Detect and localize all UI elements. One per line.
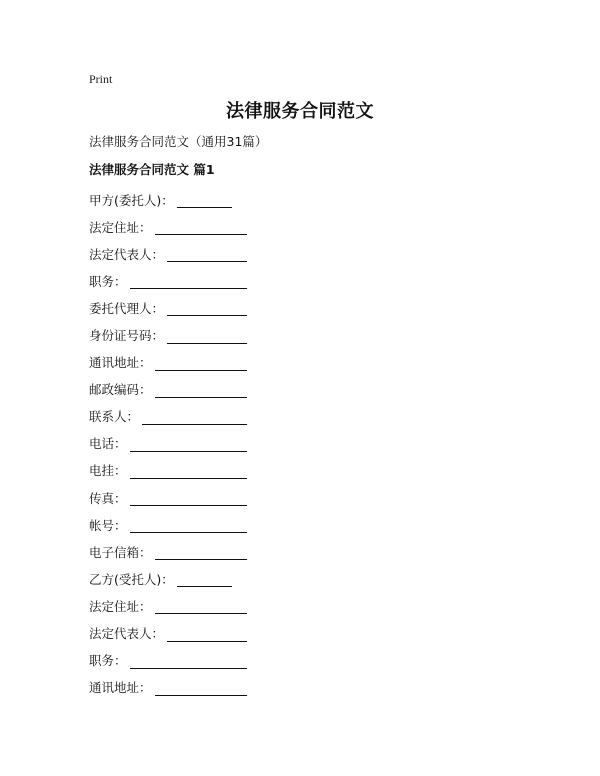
- field-label: 电子信箱：: [89, 544, 152, 560]
- form-field-row: [89, 349, 509, 376]
- form-field-row: [89, 213, 509, 240]
- blank-fill-line[interactable]: [130, 276, 247, 289]
- print-link[interactable]: Print: [89, 72, 113, 86]
- form-field-row: [89, 538, 509, 565]
- field-label: 联系人：: [89, 409, 140, 425]
- form-field-row: [89, 674, 509, 701]
- document-title: 法律服务合同范文: [226, 101, 374, 122]
- form-field-row: [89, 186, 509, 213]
- form-field-row: [89, 484, 509, 511]
- field-label: 乙方(受托人)：: [89, 571, 174, 587]
- field-label: 电话：: [89, 436, 127, 452]
- blank-fill-line[interactable]: [155, 547, 247, 560]
- blank-fill-line[interactable]: [177, 574, 232, 587]
- field-label: 帐号：: [89, 517, 127, 533]
- field-label: 甲方(委托人)：: [89, 192, 174, 208]
- field-label: 法定代表人：: [89, 626, 165, 642]
- blank-fill-line[interactable]: [130, 466, 247, 479]
- form-field-row: [89, 592, 509, 619]
- blank-fill-line[interactable]: [130, 493, 247, 506]
- blank-fill-line[interactable]: [130, 520, 247, 533]
- field-label: 法定住址：: [89, 219, 152, 235]
- form-fields: [89, 186, 509, 701]
- form-field-row: [89, 294, 509, 321]
- blank-fill-line[interactable]: [130, 439, 247, 452]
- field-label: 委托代理人：: [89, 300, 165, 316]
- blank-fill-line[interactable]: [155, 601, 247, 614]
- field-label: 职务：: [89, 653, 127, 669]
- blank-fill-line[interactable]: [155, 385, 247, 398]
- blank-fill-line[interactable]: [130, 656, 247, 669]
- form-field-row: [89, 430, 509, 457]
- form-field-row: [89, 457, 509, 484]
- field-label: 传真：: [89, 490, 127, 506]
- field-label: 通讯地址：: [89, 680, 152, 696]
- form-field-row: [89, 620, 509, 647]
- form-field-row: [89, 511, 509, 538]
- field-label: 法定代表人：: [89, 246, 165, 262]
- field-label: 身份证号码：: [89, 328, 165, 344]
- field-label: 通讯地址：: [89, 355, 152, 371]
- blank-fill-line[interactable]: [167, 629, 247, 642]
- form-field-row: [89, 267, 509, 294]
- form-field-row: [89, 403, 509, 430]
- blank-fill-line[interactable]: [155, 222, 247, 235]
- form-field-row: [89, 376, 509, 403]
- blank-fill-line[interactable]: [155, 683, 247, 696]
- field-label: 邮政编码：: [89, 382, 152, 398]
- blank-fill-line[interactable]: [167, 331, 247, 344]
- blank-fill-line[interactable]: [155, 358, 247, 371]
- blank-fill-line[interactable]: [142, 412, 247, 425]
- form-field-row: [89, 240, 509, 267]
- form-field-row: [89, 565, 509, 592]
- form-field-row: [89, 647, 509, 674]
- field-label: 电挂：: [89, 463, 127, 479]
- field-label: 法定住址：: [89, 598, 152, 614]
- document-subtitle: 法律服务合同范文（通用31篇）: [89, 134, 268, 149]
- section-title: 法律服务合同范文 篇1: [89, 162, 215, 177]
- blank-fill-line[interactable]: [177, 195, 232, 208]
- form-field-row: [89, 321, 509, 348]
- blank-fill-line[interactable]: [167, 249, 247, 262]
- blank-fill-line[interactable]: [167, 303, 247, 316]
- field-label: 职务：: [89, 273, 127, 289]
